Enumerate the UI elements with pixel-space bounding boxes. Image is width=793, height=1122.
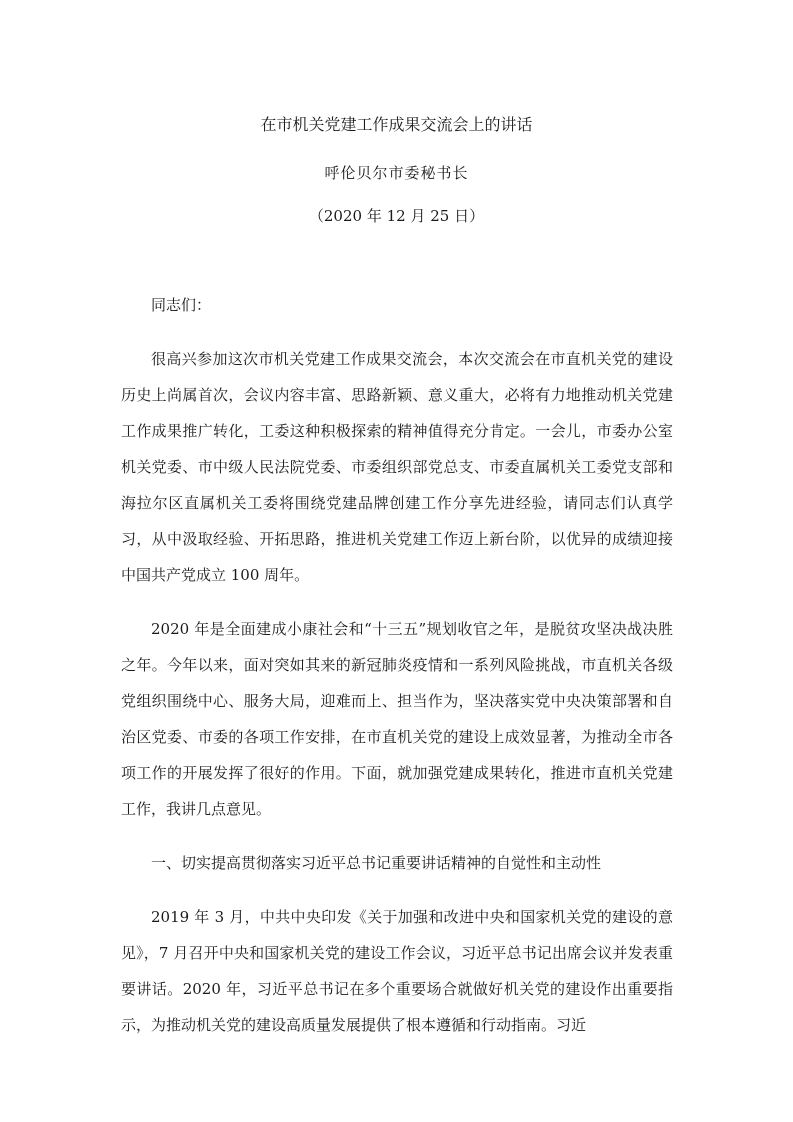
document-author: 呼伦贝尔市委秘书长 <box>324 164 469 182</box>
paragraph-context: 2020 年是全面建成小康社会和“十三五”规划收官之年，是脱贫攻坚决战决胜之年。今年以来，面对突如其来的新冠肺炎疫情和一系列风险挑战，市直机关各级党组织围绕中心、服务大局，迎难而上、担当作为，坚决落实党中央决策部署和自治区党委、市委的各项工作安排，在市直机关党的建设上成效显著，为推动全市各项工作的开展发挥了很好的作用。下面，就加强党建成果转化，推进市直机关党建工作，我讲几点意见。 <box>121 620 673 818</box>
document-title: 在市机关党建工作成果交流会上的讲话 <box>260 115 533 134</box>
document-date: （2020 年 12 月 25 日） <box>308 207 485 225</box>
paragraph-opening: 很高兴参加这次市机关党建工作成果交流会，本次交流会在市直机关党的建设历史上尚属首次，会议内容丰富、思路新颖、意义重大，必将有力地推动机关党建工作成果推广转化，工委这种积极探索的精神值得充分肯定。一会儿，市委办公室机关党委、市中级人民法院党委、市委组织部党总支、市委直属机关工委党支部和海拉尔区直属机关工委将围绕党建品牌创建工作分享先进经验，请同志们认真学习，从中汲取经验、开拓思路，推进机关党建工作迈上新台阶，以优异的成绩迎接中国共产党成立 100 周年。 <box>121 350 673 584</box>
salutation: 同志们： <box>151 296 212 314</box>
section-heading-one: 一、切实提高贯彻落实习近平总书记重要讲话精神的自觉性和主动性 <box>151 854 602 872</box>
document-body <box>121 287 673 1043</box>
paragraph-section-one: 2019 年 3 月，中共中央印发《关于加强和改进中央和国家机关党的建设的意见》，7 月召开中央和国家机关党的建设工作会议，习近平总书记出席会议并发表重要讲话。2020 年，习近平总书记在多个重要场合就做好机关党的建设作出重要指示，为推动机关党的建设高质量发展提供了根本遵循和行动指南。习近 <box>121 908 673 1034</box>
